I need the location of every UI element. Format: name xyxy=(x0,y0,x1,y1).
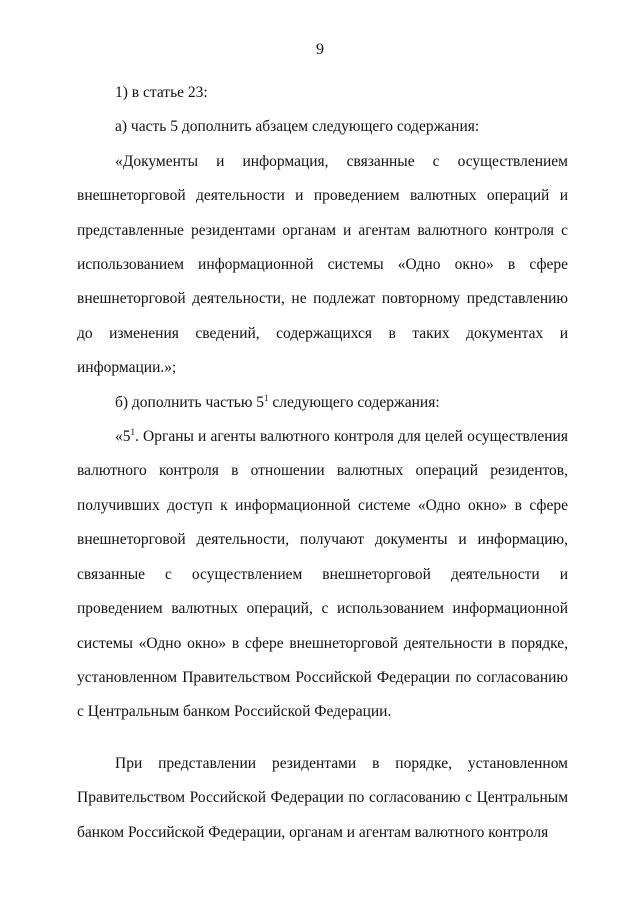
paragraph-part-5-1-amendment xyxy=(77,386,568,420)
document-body xyxy=(77,76,568,850)
part-5-1-text-before: б) дополнить частью 5 xyxy=(115,393,265,411)
paragraph-article-23: 1) в статье 23: xyxy=(115,84,208,101)
paragraph-submission-by-residents: При представлении резидентами в порядке, установленном Правительством Российской Федерации по согласованию с Центральным банком Российской Федерации, органам и агентам валютного контроля xyxy=(77,754,568,841)
quoted-5-1-text-before: «5 xyxy=(115,428,131,446)
quoted-5-1-superscript: 1 xyxy=(130,426,135,437)
part-5-1-text-after: следующего содержания: xyxy=(268,393,440,411)
quoted-5-1-text-after: . Органы и агенты валютного контроля для целей осуществления валютного контроля в отношении валютных операций резидентов, получивших доступ к информационной системе «Одно окно» в сфере внешнеторговой деятельности, получают документы и информацию, связанные с осуществлением внешнеторговой деятельности и проведением валютных операций, с использованием информационной системы «Одно окно» в сфере внешнеторговой деятельности в порядке, установленном Правительством Российской Федерации по согласованию с Центральным банком Российской Федерации. xyxy=(77,428,568,721)
part-5-1-superscript: 1 xyxy=(264,392,269,403)
paragraph-quoted-part-5-1 xyxy=(77,420,568,730)
paragraph-part-5-amendment: а) часть 5 дополнить абзацем следующего содержания: xyxy=(115,118,480,136)
page-number: 9 xyxy=(316,41,324,58)
paragraph-quoted-documents: «Документы и информация, связанные с осуществлением внешнеторговой деятельности и проведением валютных операций и представленные резидентами органам и агентам валютного контроля с использованием информационной системы «Одно окно» в сфере внешнеторговой деятельности, не подлежат повторному представлению до изменения сведений, содержащихся в таких документах и информации.»; xyxy=(77,152,568,377)
